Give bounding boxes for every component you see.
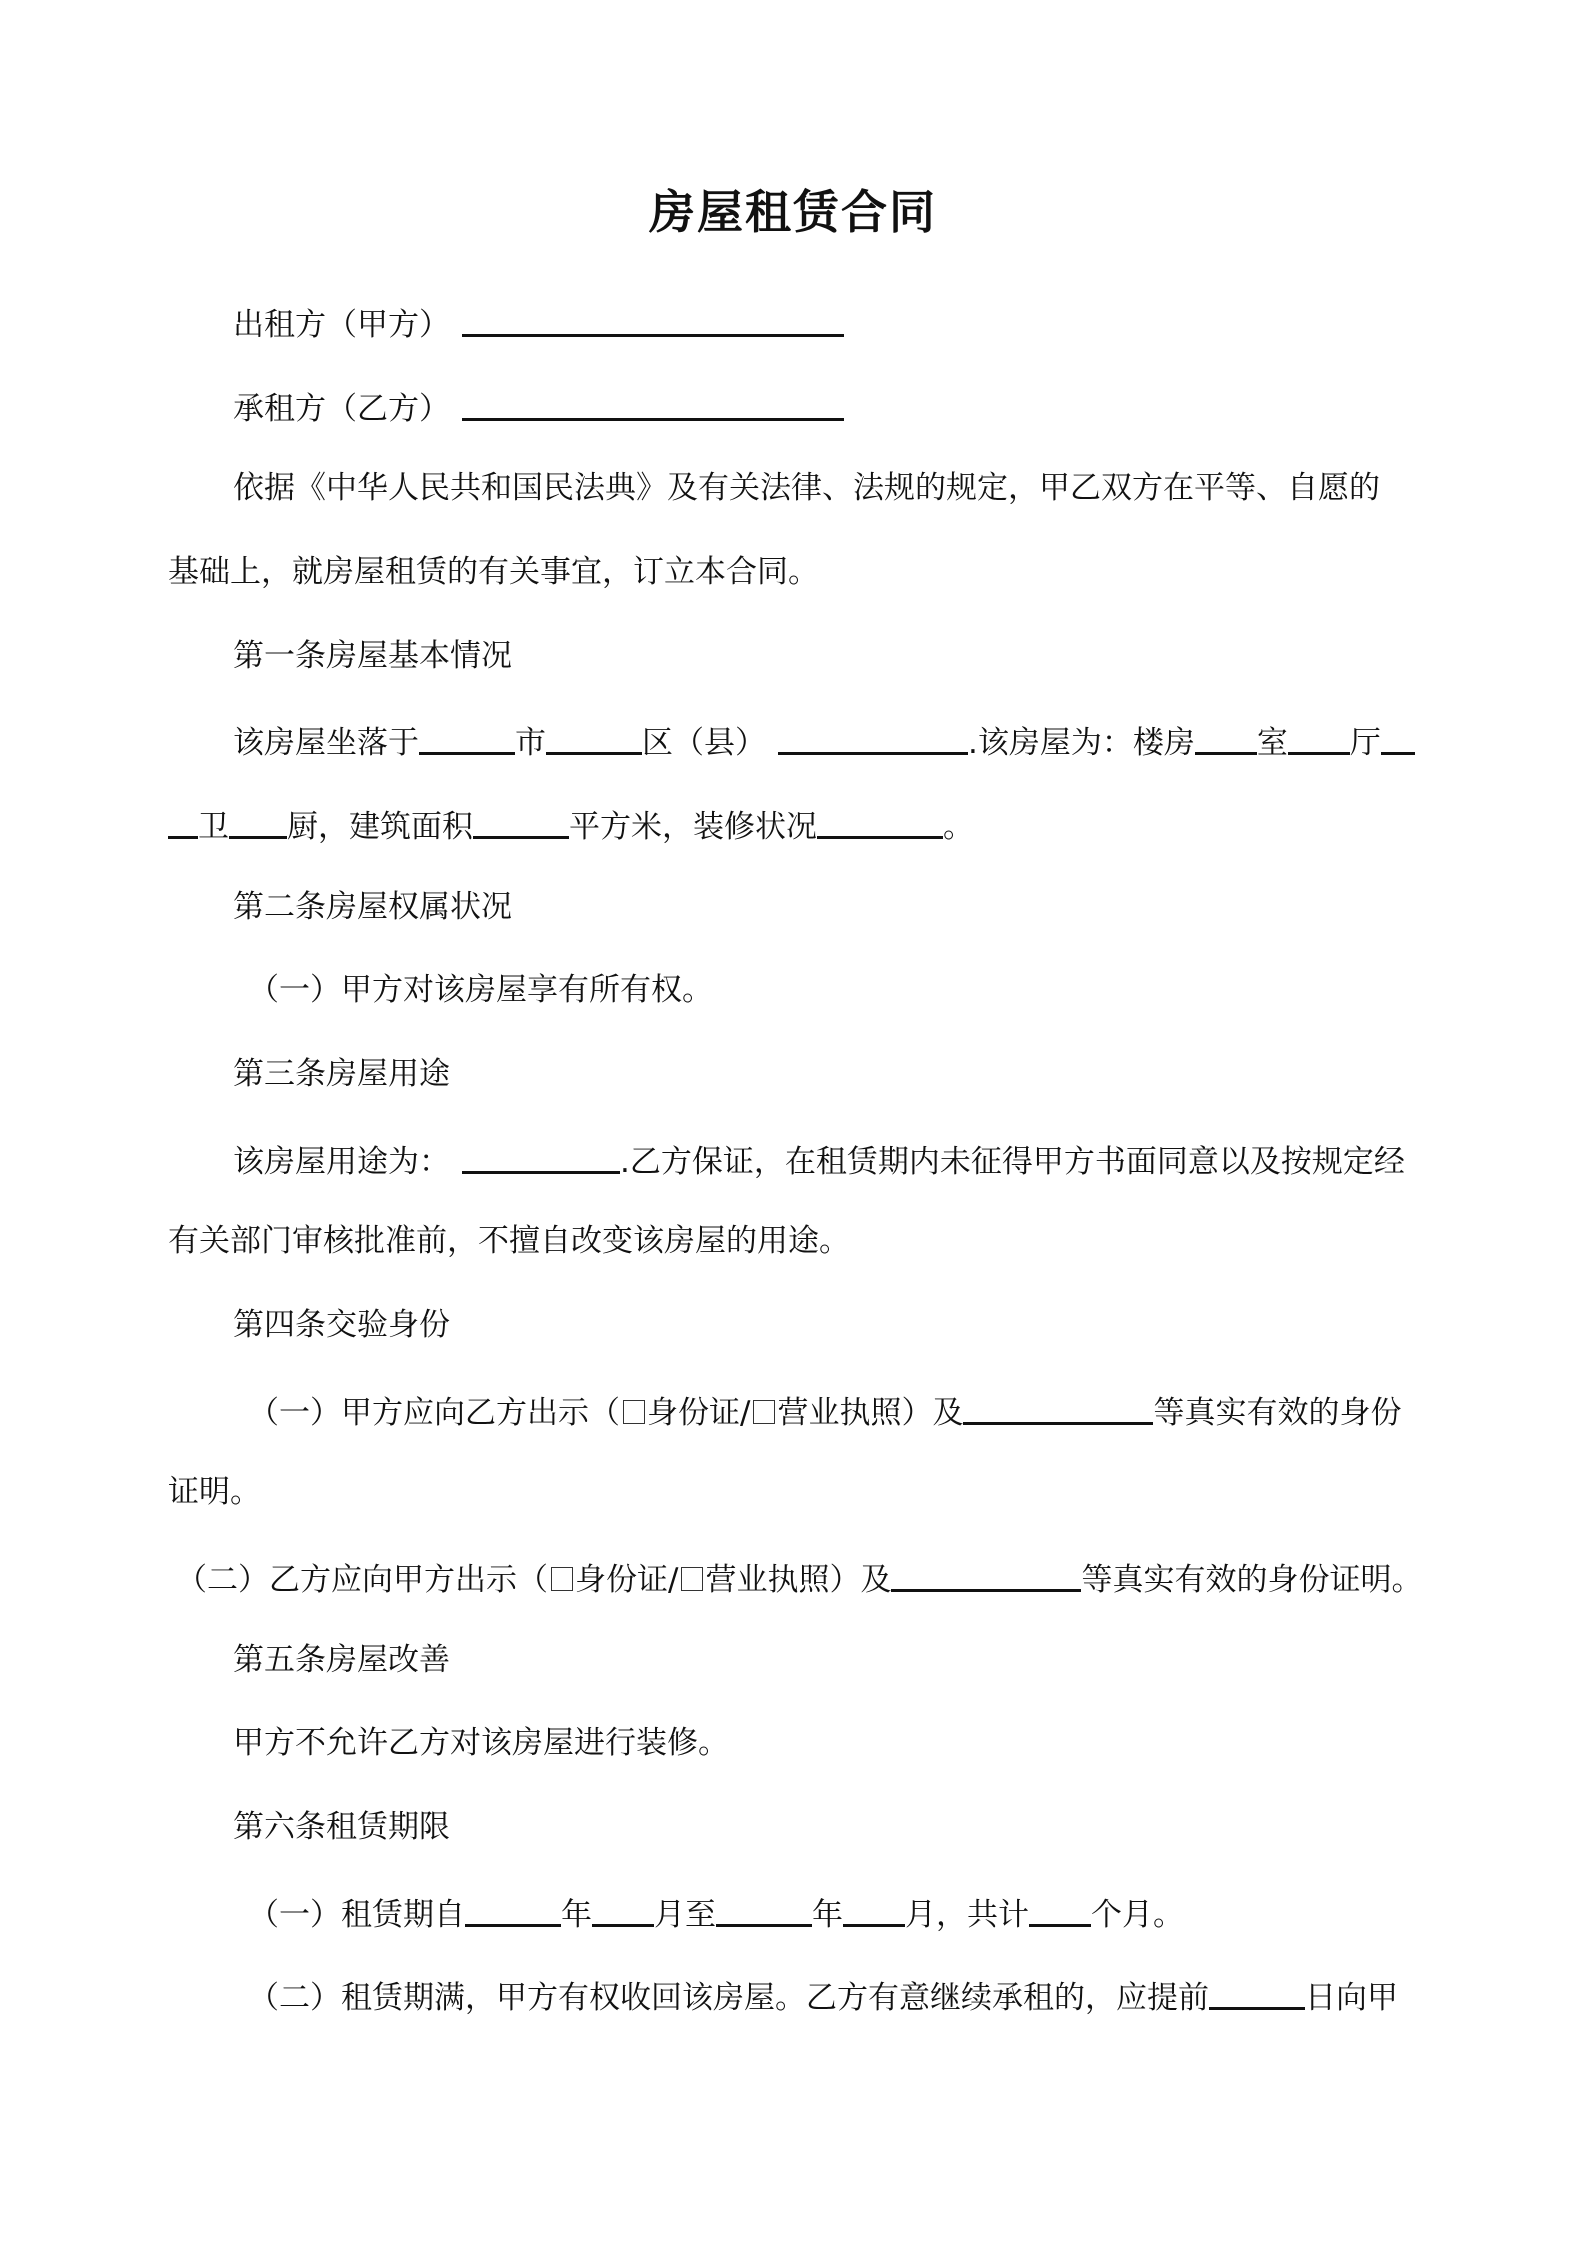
item-2-suffix: 等真实有效的身份证明。	[1081, 1562, 1423, 1598]
area-prefix: 厨，建筑面积	[287, 809, 473, 845]
article-3-line-2: 有关部门审核批准前，不擅自改变该房屋的用途。	[168, 1223, 850, 1259]
start-month-label: 月至	[654, 1897, 716, 1933]
city-label: 市	[515, 725, 546, 761]
district-label: 区（县）	[642, 725, 766, 761]
house-type-label: .该房屋为：楼房	[968, 725, 1195, 761]
rooms-label: 室	[1256, 725, 1288, 761]
renewal-text-end: 日向甲	[1305, 1980, 1398, 2016]
article-4-item-2	[176, 1555, 1422, 1601]
contract-title: 房屋租赁合同	[649, 185, 937, 239]
total-months-blank[interactable]	[1029, 1892, 1091, 1927]
lessor-line	[233, 300, 844, 346]
city-blank[interactable]	[419, 720, 515, 755]
start-month-blank[interactable]	[592, 1892, 654, 1927]
article-6-item-1	[248, 1890, 1184, 1936]
id-card-checkbox-1[interactable]	[623, 1400, 645, 1424]
article-5-text: 甲方不允许乙方对该房屋进行装修。	[233, 1725, 729, 1761]
item-2-prefix: （二）乙方应向甲方出示（	[176, 1562, 548, 1598]
lessee-name-blank[interactable]	[462, 386, 844, 421]
use-guarantee-text: .乙方保证，在租赁期内未征得甲方书面同意以及按规定经	[620, 1144, 1405, 1180]
article-4-item-1-end: 证明。	[168, 1474, 261, 1510]
article-2-item-1: （一）甲方对该房屋享有所有权。	[248, 972, 713, 1008]
article-2-heading: 第二条房屋权属状况	[233, 889, 512, 925]
business-license-label-2: 营业执照）及	[705, 1562, 892, 1598]
end-month-blank[interactable]	[843, 1892, 905, 1927]
lessor-label: 出租方（甲方）	[233, 307, 450, 343]
use-prefix: 该房屋用途为：	[233, 1144, 450, 1180]
start-year-blank[interactable]	[465, 1892, 561, 1927]
renewal-text: （二）租赁期满，甲方有权收回该房屋。乙方有意继续承租的，应提前	[248, 1980, 1209, 2016]
total-months-label: 个月。	[1091, 1897, 1184, 1933]
lessee-label: 承租方（乙方）	[233, 391, 450, 427]
article-3-use-line	[233, 1137, 1405, 1183]
item-1-prefix: （一）甲方应向乙方出示（	[248, 1395, 620, 1431]
rooms-blank[interactable]	[1195, 720, 1257, 755]
address-blank[interactable]	[778, 720, 968, 755]
term-prefix: （一）租赁期自	[248, 1897, 465, 1933]
lessee-line	[233, 384, 844, 430]
halls-blank[interactable]	[1288, 720, 1350, 755]
business-license-checkbox-1[interactable]	[753, 1400, 775, 1424]
kitchens-blank[interactable]	[229, 804, 287, 839]
halls-label: 厅	[1349, 725, 1381, 761]
notice-days-blank[interactable]	[1209, 1975, 1305, 2010]
article-5-heading: 第五条房屋改善	[233, 1642, 450, 1678]
end-month-label: 月，共计	[905, 1897, 1029, 1933]
business-license-checkbox-2[interactable]	[681, 1567, 703, 1591]
decoration-blank[interactable]	[817, 804, 943, 839]
area-blank[interactable]	[473, 804, 569, 839]
article-6-heading: 第六条租赁期限	[233, 1809, 450, 1845]
decoration-prefix: 平方米，装修状况	[569, 809, 817, 845]
end-year-label: 年	[812, 1897, 843, 1933]
start-year-label: 年	[561, 1897, 592, 1933]
preamble-line-1: 依据《中华人民共和国民法典》及有关法律、法规的规定，甲乙双方在平等、自愿的	[233, 470, 1380, 506]
lessor-other-id-blank[interactable]	[963, 1390, 1153, 1425]
article-1-heading: 第一条房屋基本情况	[233, 638, 512, 674]
business-license-label-1: 营业执照）及	[777, 1395, 964, 1431]
article-1-location-line	[233, 718, 1415, 764]
article-4-item-1	[248, 1388, 1401, 1434]
article-4-heading: 第四条交验身份	[233, 1307, 450, 1343]
use-blank[interactable]	[462, 1139, 620, 1174]
bathrooms-blank-end[interactable]	[168, 804, 198, 839]
district-blank[interactable]	[546, 720, 642, 755]
area-line-end: 。	[943, 809, 974, 845]
bathrooms-label: 卫	[198, 809, 229, 845]
location-prefix: 该房屋坐落于	[233, 725, 419, 761]
lessee-other-id-blank[interactable]	[891, 1557, 1081, 1592]
item-1-suffix: 等真实有效的身份	[1153, 1395, 1402, 1431]
article-6-item-2	[248, 1973, 1398, 2019]
article-3-heading: 第三条房屋用途	[233, 1056, 450, 1092]
end-year-blank[interactable]	[716, 1892, 812, 1927]
article-1-area-line	[168, 802, 974, 848]
id-card-label-2: 身份证/	[575, 1562, 679, 1598]
preamble-line-2: 基础上，就房屋租赁的有关事宜，订立本合同。	[168, 554, 819, 590]
id-card-label-1: 身份证/	[647, 1395, 751, 1431]
id-card-checkbox-2[interactable]	[551, 1567, 573, 1591]
lessor-name-blank[interactable]	[462, 302, 844, 337]
bathrooms-blank-start[interactable]	[1381, 720, 1415, 755]
